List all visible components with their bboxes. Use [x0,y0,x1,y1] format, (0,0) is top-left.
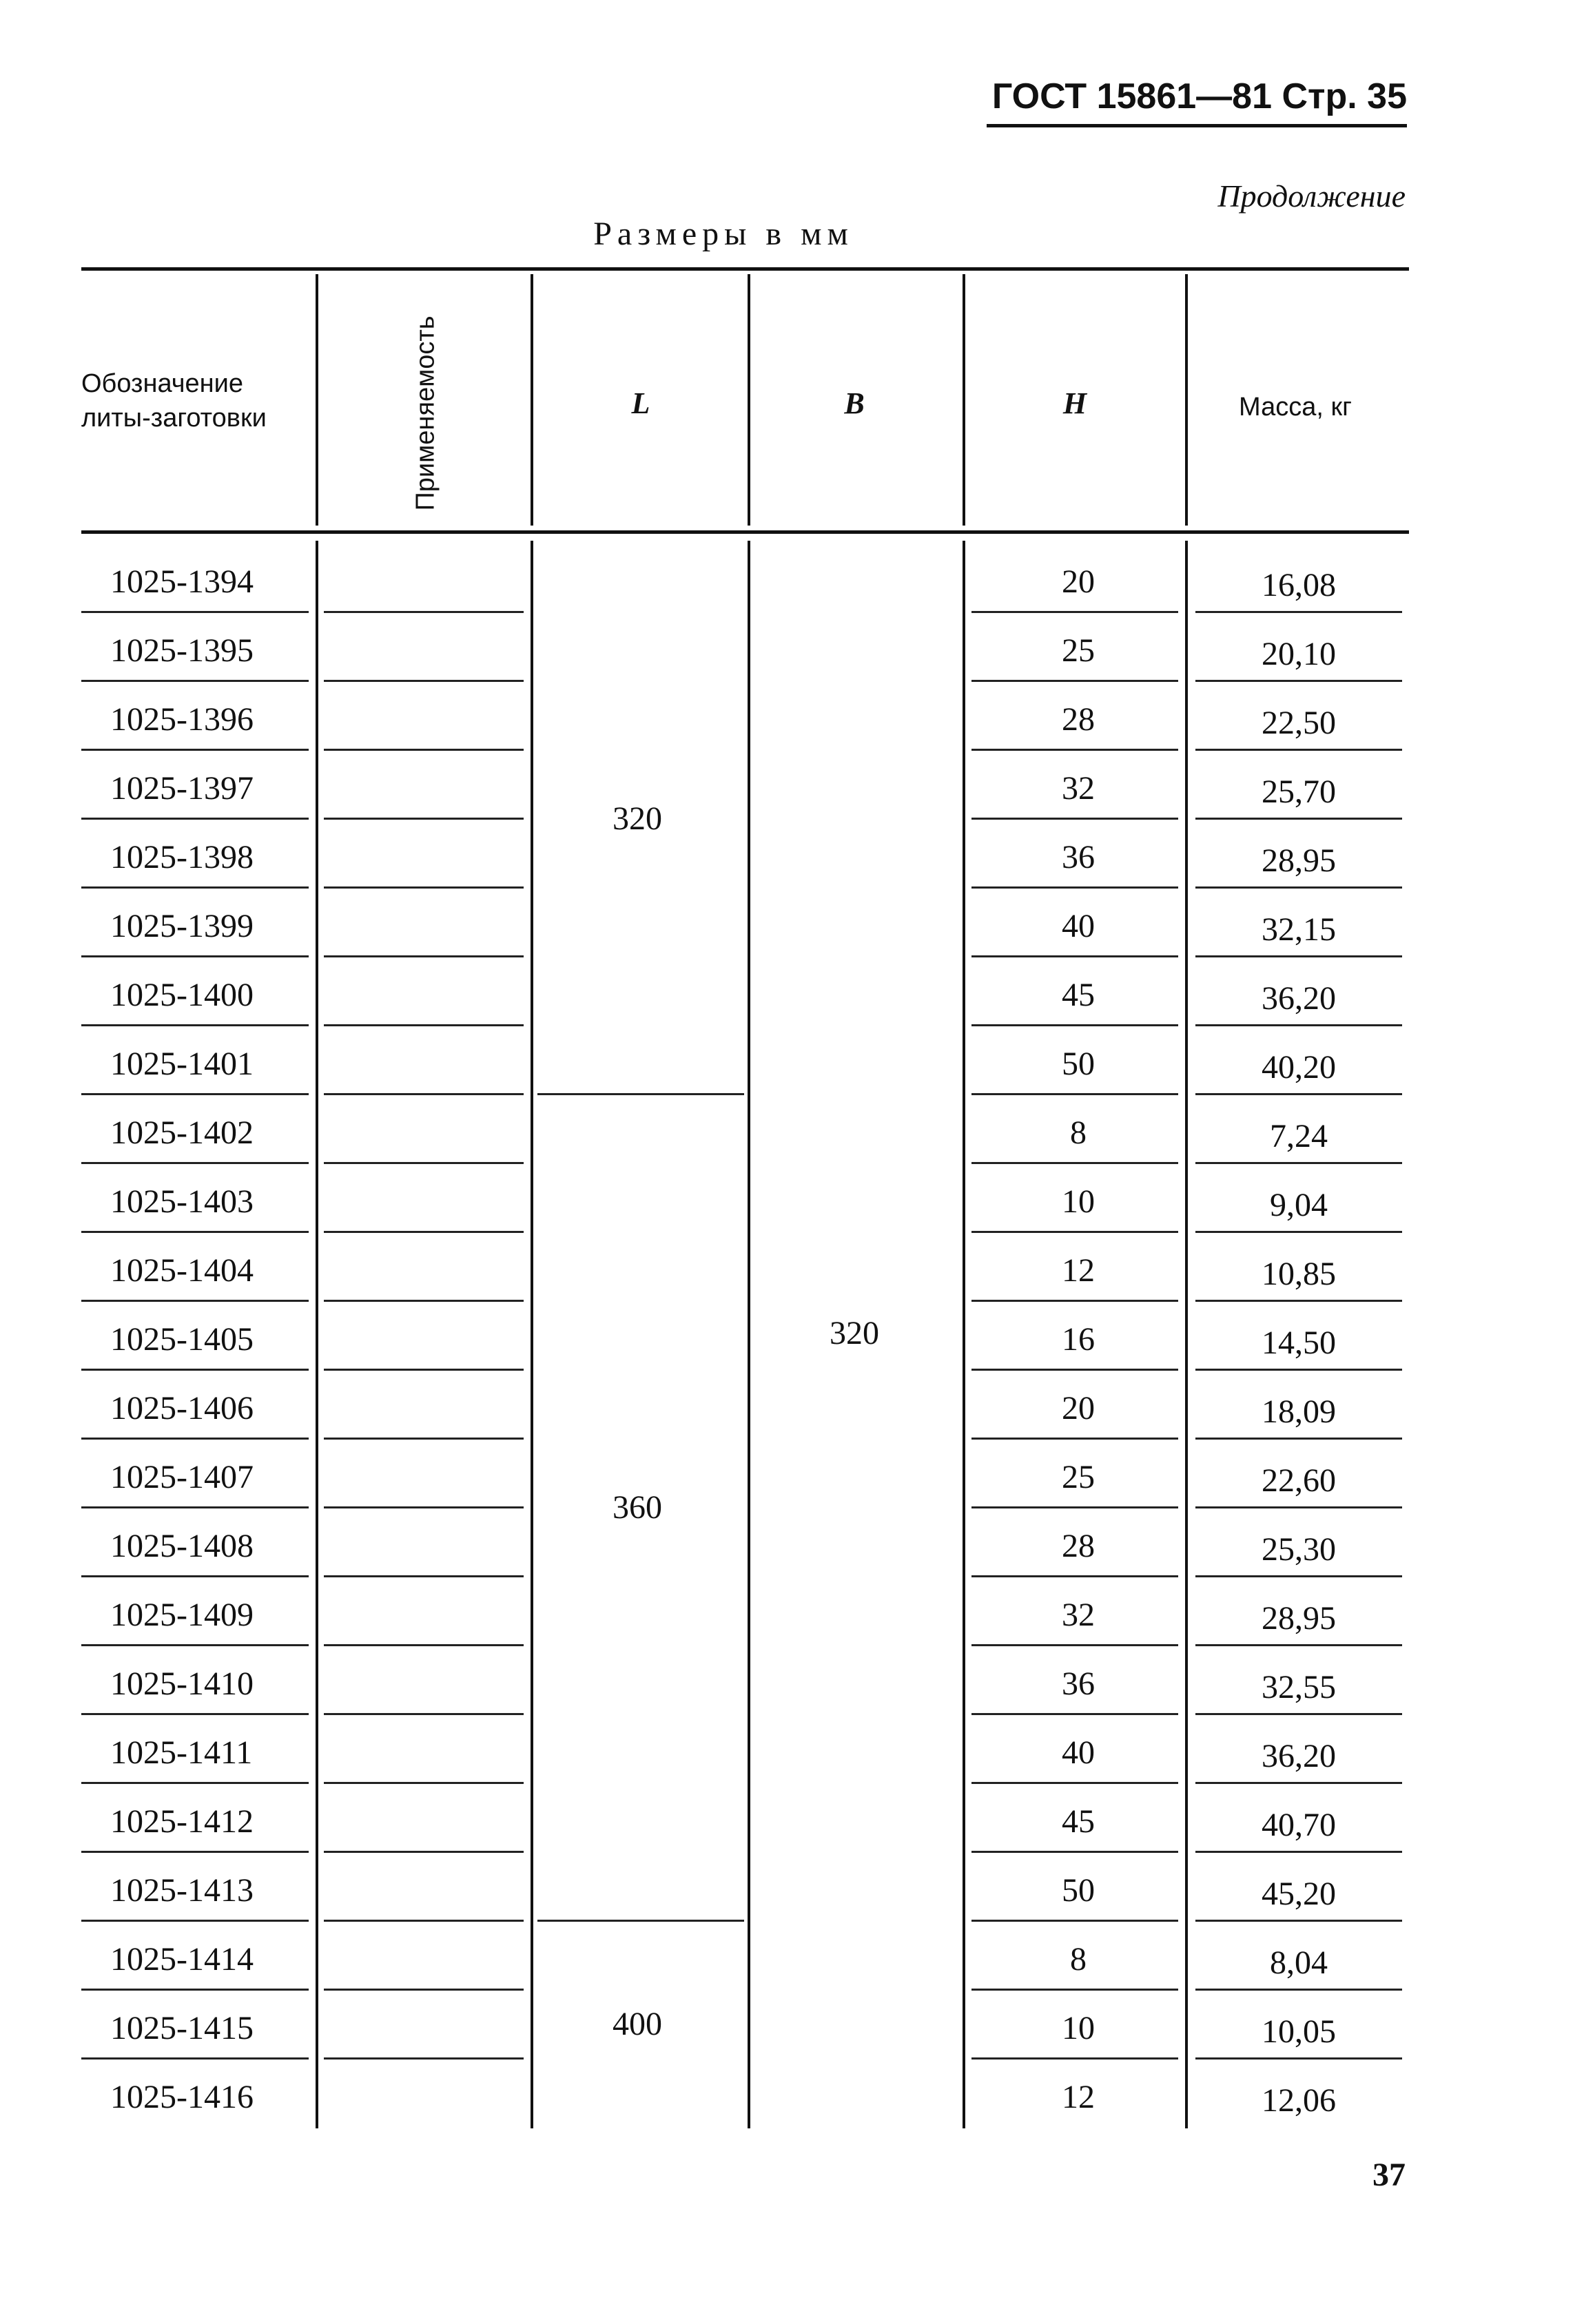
row-separator [1195,1162,1402,1164]
column-header-applicability: Применяемость [411,315,440,511]
row-mass-value: 22,60 [1262,1462,1336,1499]
row-H-value: 10 [1062,1183,1095,1220]
row-separator [1195,818,1402,820]
row-separator [971,1231,1178,1233]
header-column-divider [963,274,965,526]
column-header-H: H [1062,386,1087,420]
row-designation: 1025-1411 [110,1734,253,1771]
row-designation: 1025-1402 [110,1114,254,1151]
L-group-value: 320 [613,800,662,837]
row-separator [1195,1989,1402,1991]
row-separator [324,1024,524,1026]
row-separator [81,611,309,613]
header-bottom-rule [81,530,1409,534]
row-H-value: 10 [1062,2010,1095,2046]
row-mass-value: 40,20 [1262,1049,1336,1086]
row-separator [971,1989,1178,1991]
header-column-divider [316,274,318,526]
row-separator [81,1575,309,1577]
row-separator [1195,1438,1402,1440]
column-header-L: L [631,386,650,420]
row-mass-value: 36,20 [1262,980,1336,1017]
row-separator [81,1851,309,1853]
row-mass-value: 28,95 [1262,1600,1336,1637]
column-header-designation: Обозначение литы-заготовки [81,369,267,433]
row-separator [324,749,524,751]
row-separator [1195,1713,1402,1715]
row-separator [81,1300,309,1302]
row-separator [324,2057,524,2060]
row-H-value: 32 [1062,770,1095,807]
row-designation: 1025-1416 [110,2079,254,2115]
row-designation: 1025-1403 [110,1183,254,1220]
row-mass-value: 45,20 [1262,1876,1336,1912]
row-mass-value: 32,15 [1262,911,1336,948]
row-separator [1195,1369,1402,1371]
row-H-value: 16 [1062,1321,1095,1358]
row-separator [81,1093,309,1095]
row-separator [81,1024,309,1026]
row-designation: 1025-1408 [110,1528,254,1564]
row-separator [971,818,1178,820]
row-separator [81,1713,309,1715]
L-group-separator [537,1093,744,1095]
row-separator [324,1300,524,1302]
row-mass-value: 16,08 [1262,567,1336,603]
row-separator [324,1575,524,1577]
row-separator [81,1989,309,1991]
row-designation: 1025-1404 [110,1252,254,1289]
row-separator [81,1782,309,1784]
row-separator [324,955,524,957]
L-group-value: 400 [613,2006,662,2042]
row-mass-value: 36,20 [1262,1738,1336,1774]
header-column-divider [531,274,533,526]
row-mass-value: 32,55 [1262,1669,1336,1705]
L-group-value: 360 [613,1489,662,1526]
row-separator [81,1231,309,1233]
row-separator [971,1438,1178,1440]
L-group-separator [537,1920,744,1922]
column-header-B: B [844,386,865,420]
row-separator [81,1920,309,1922]
row-H-value: 36 [1062,839,1095,875]
row-separator [1195,680,1402,682]
row-mass-value: 25,30 [1262,1531,1336,1568]
row-separator [324,1231,524,1233]
row-H-value: 50 [1062,1872,1095,1909]
table-top-rule [81,267,1409,271]
row-separator [81,680,309,682]
row-designation: 1025-1400 [110,977,254,1013]
row-H-value: 40 [1062,908,1095,944]
row-separator [324,818,524,820]
row-mass-value: 10,85 [1262,1256,1336,1292]
row-separator [324,680,524,682]
document-header: ГОСТ 15861—81 Стр. 35 [991,76,1407,116]
row-separator [81,1438,309,1440]
row-mass-value: 7,24 [1270,1118,1328,1154]
row-separator [971,2057,1178,2060]
row-separator [971,1713,1178,1715]
B-value: 320 [830,1314,879,1351]
row-separator [1195,1300,1402,1302]
row-separator [324,1920,524,1922]
row-separator [1195,1851,1402,1853]
row-mass-value: 28,95 [1262,842,1336,879]
row-separator [1195,1920,1402,1922]
row-separator [81,749,309,751]
row-designation: 1025-1399 [110,908,254,944]
body-column-divider [531,541,533,2128]
row-designation: 1025-1405 [110,1321,254,1358]
row-mass-value: 22,50 [1262,705,1336,741]
row-separator [324,1989,524,1991]
row-separator [1195,749,1402,751]
header-column-divider [748,274,750,526]
row-separator [81,955,309,957]
row-separator [81,1506,309,1508]
row-separator [324,1506,524,1508]
row-separator [971,1162,1178,1164]
row-H-value: 28 [1062,1528,1095,1564]
row-separator [1195,1644,1402,1646]
row-designation: 1025-1395 [110,632,254,669]
row-separator [971,955,1178,957]
row-separator [971,886,1178,889]
row-separator [324,1851,524,1853]
row-H-value: 25 [1062,632,1095,669]
row-separator [1195,611,1402,613]
row-separator [324,1644,524,1646]
row-separator [1195,1024,1402,1026]
row-H-value: 20 [1062,1390,1095,1426]
row-separator [81,1369,309,1371]
row-mass-value: 10,05 [1262,2013,1336,2050]
row-separator [324,1369,524,1371]
body-column-divider [748,541,750,2128]
row-separator [81,1162,309,1164]
row-separator [324,1438,524,1440]
row-mass-value: 18,09 [1262,1393,1336,1430]
row-H-value: 36 [1062,1666,1095,1702]
row-separator [971,1644,1178,1646]
row-separator [1195,886,1402,889]
row-separator [971,1575,1178,1577]
row-separator [81,818,309,820]
row-separator [324,1162,524,1164]
row-separator [1195,2057,1402,2060]
row-mass-value: 8,04 [1270,1944,1328,1981]
row-separator [324,1713,524,1715]
row-designation: 1025-1398 [110,839,254,875]
row-mass-value: 14,50 [1262,1325,1336,1361]
row-separator [1195,1506,1402,1508]
row-mass-value: 25,70 [1262,774,1336,810]
row-separator [971,680,1178,682]
row-mass-value: 20,10 [1262,636,1336,672]
row-H-value: 50 [1062,1046,1095,1082]
row-designation: 1025-1396 [110,701,254,738]
row-separator [971,1851,1178,1853]
row-separator [1195,1575,1402,1577]
row-designation: 1025-1401 [110,1046,254,1082]
row-separator [971,1920,1178,1922]
row-separator [81,886,309,889]
row-H-value: 32 [1062,1597,1095,1633]
row-separator [1195,1093,1402,1095]
row-designation: 1025-1397 [110,770,254,807]
row-separator [324,1782,524,1784]
row-separator [971,611,1178,613]
row-H-value: 25 [1062,1459,1095,1495]
row-designation: 1025-1412 [110,1803,254,1840]
row-separator [1195,955,1402,957]
row-H-value: 8 [1070,1114,1087,1151]
row-H-value: 40 [1062,1734,1095,1771]
row-separator [324,611,524,613]
row-mass-value: 40,70 [1262,1807,1336,1843]
row-separator [971,1300,1178,1302]
row-H-value: 20 [1062,563,1095,600]
units-caption: Размеры в мм [593,216,854,252]
row-separator [324,886,524,889]
row-separator [971,1369,1178,1371]
row-separator [971,749,1178,751]
row-H-value: 12 [1062,2079,1095,2115]
column-header-mass: Масса, кг [1239,393,1352,422]
row-designation: 1025-1394 [110,563,254,600]
row-separator [81,2057,309,2060]
body-column-divider [963,541,965,2128]
header-column-divider [1185,274,1188,526]
row-separator [971,1024,1178,1026]
row-mass-value: 9,04 [1270,1187,1328,1223]
row-H-value: 12 [1062,1252,1095,1289]
row-designation: 1025-1415 [110,2010,254,2046]
row-separator [971,1093,1178,1095]
row-designation: 1025-1413 [110,1872,254,1909]
row-designation: 1025-1409 [110,1597,254,1633]
row-H-value: 8 [1070,1941,1087,1978]
row-H-value: 28 [1062,701,1095,738]
row-designation: 1025-1407 [110,1459,254,1495]
header-underline [987,124,1407,127]
row-H-value: 45 [1062,977,1095,1013]
row-designation: 1025-1406 [110,1390,254,1426]
row-separator [1195,1782,1402,1784]
row-separator [971,1782,1178,1784]
row-separator [1195,1231,1402,1233]
row-separator [324,1093,524,1095]
row-H-value: 45 [1062,1803,1095,1840]
body-column-divider [1185,541,1188,2128]
row-designation: 1025-1414 [110,1941,254,1978]
row-separator [971,1506,1178,1508]
continuation-label: Продолжение [1217,178,1406,214]
page-number: 37 [1372,2157,1406,2193]
row-designation: 1025-1410 [110,1666,254,1702]
row-mass-value: 12,06 [1262,2082,1336,2119]
row-separator [81,1644,309,1646]
